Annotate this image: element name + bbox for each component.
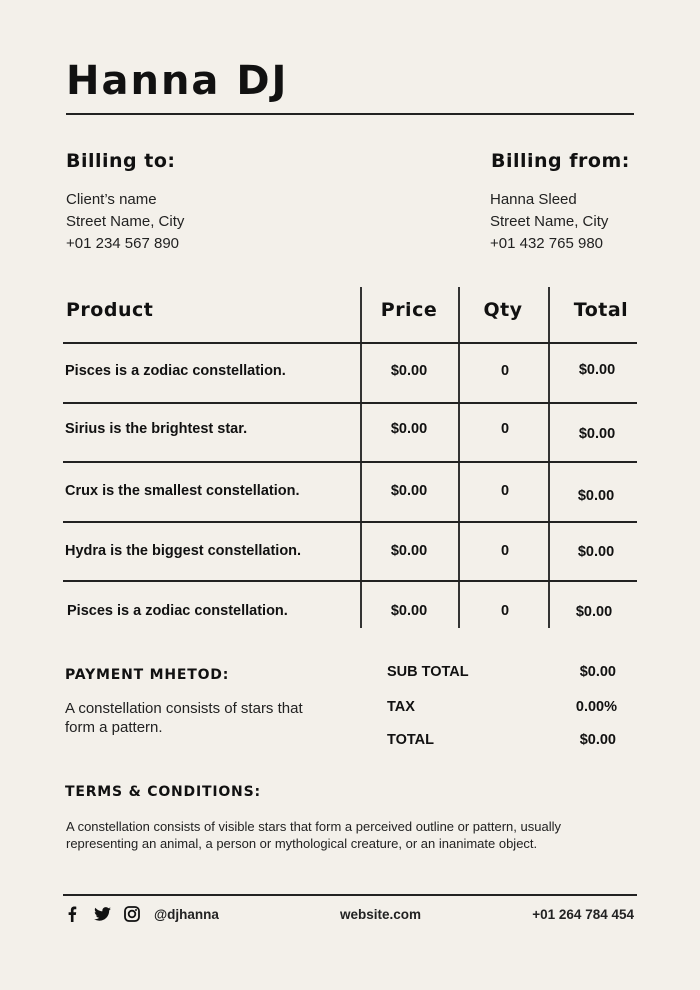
table-row-product: Hydra is the biggest constellation. <box>65 543 302 559</box>
payment-method-heading: PAYMENT MHETOD: <box>65 667 230 683</box>
table-row-price: $0.00 <box>390 603 428 619</box>
terms-text: A constellation consists of visible stars that form a perceived outline or pattern, usually representing an animal, a person or mythological creature, or an inanimate object. <box>66 819 561 851</box>
subtotal-label: SUB TOTAL <box>387 664 469 680</box>
footer-divider <box>63 894 637 896</box>
billing-to-name: Client’s name <box>66 191 157 208</box>
column-divider <box>458 287 460 628</box>
facebook-icon[interactable] <box>62 904 82 924</box>
table-row-product: Pisces is a zodiac constellation. <box>67 603 288 619</box>
billing-from-block <box>490 189 608 255</box>
social-links <box>62 904 219 924</box>
header-product: Product <box>66 299 154 321</box>
terms-heading: TERMS & CONDITIONS: <box>65 784 261 800</box>
billing-to-phone: +01 234 567 890 <box>66 235 180 252</box>
payment-method-text: A constellation consists of stars that form a pattern. <box>65 700 303 736</box>
table-row-qty: 0 <box>500 483 510 499</box>
table-row-price: $0.00 <box>390 483 428 499</box>
table-row-qty: 0 <box>500 421 510 437</box>
billing-to-heading: Billing to: <box>66 150 176 172</box>
table-row-price: $0.00 <box>390 421 428 437</box>
table-row-qty: 0 <box>500 603 510 619</box>
table-row-total: $0.00 <box>577 544 615 560</box>
row-divider <box>63 402 637 404</box>
total-label: TOTAL <box>387 732 434 748</box>
tax-label: TAX <box>387 699 415 715</box>
table-row-qty: 0 <box>500 543 510 559</box>
social-handle[interactable]: @djhanna <box>154 906 219 922</box>
tax-value: 0.00% <box>575 699 617 715</box>
title-divider <box>66 113 634 115</box>
billing-from-phone: +01 432 765 980 <box>490 235 604 252</box>
billing-from-name: Hanna Sleed <box>490 191 577 208</box>
table-row-total: $0.00 <box>575 604 613 620</box>
page-title: Hanna DJ <box>66 58 289 104</box>
header-qty: Qty <box>483 299 523 321</box>
website-link[interactable]: website.com <box>340 907 422 922</box>
subtotal-value: $0.00 <box>579 664 616 680</box>
table-row-total: $0.00 <box>578 362 616 378</box>
column-divider <box>360 287 362 628</box>
row-divider <box>63 580 637 582</box>
instagram-icon[interactable] <box>122 904 142 924</box>
table-row-total: $0.00 <box>577 488 615 504</box>
billing-from-heading: Billing from: <box>491 150 630 172</box>
header-price: Price <box>380 299 438 321</box>
table-row-qty: 0 <box>500 363 510 379</box>
total-value: $0.00 <box>579 732 616 748</box>
billing-from-address: Street Name, City <box>490 213 609 230</box>
row-divider <box>63 521 637 523</box>
table-row-product: Crux is the smallest constellation. <box>65 483 300 499</box>
table-row-product: Sirius is the brightest star. <box>65 421 248 437</box>
header-total: Total <box>573 299 629 321</box>
table-row-price: $0.00 <box>390 363 428 379</box>
table-row-price: $0.00 <box>390 543 428 559</box>
column-divider <box>548 287 550 628</box>
table-row-total: $0.00 <box>578 426 616 442</box>
row-divider <box>63 461 637 463</box>
row-divider <box>63 342 637 344</box>
billing-to-address: Street Name, City <box>66 213 185 230</box>
table-row-product: Pisces is a zodiac constellation. <box>65 363 286 379</box>
twitter-icon[interactable] <box>92 904 112 924</box>
footer-phone: +01 264 784 454 <box>532 907 634 922</box>
billing-to-block <box>66 189 184 255</box>
